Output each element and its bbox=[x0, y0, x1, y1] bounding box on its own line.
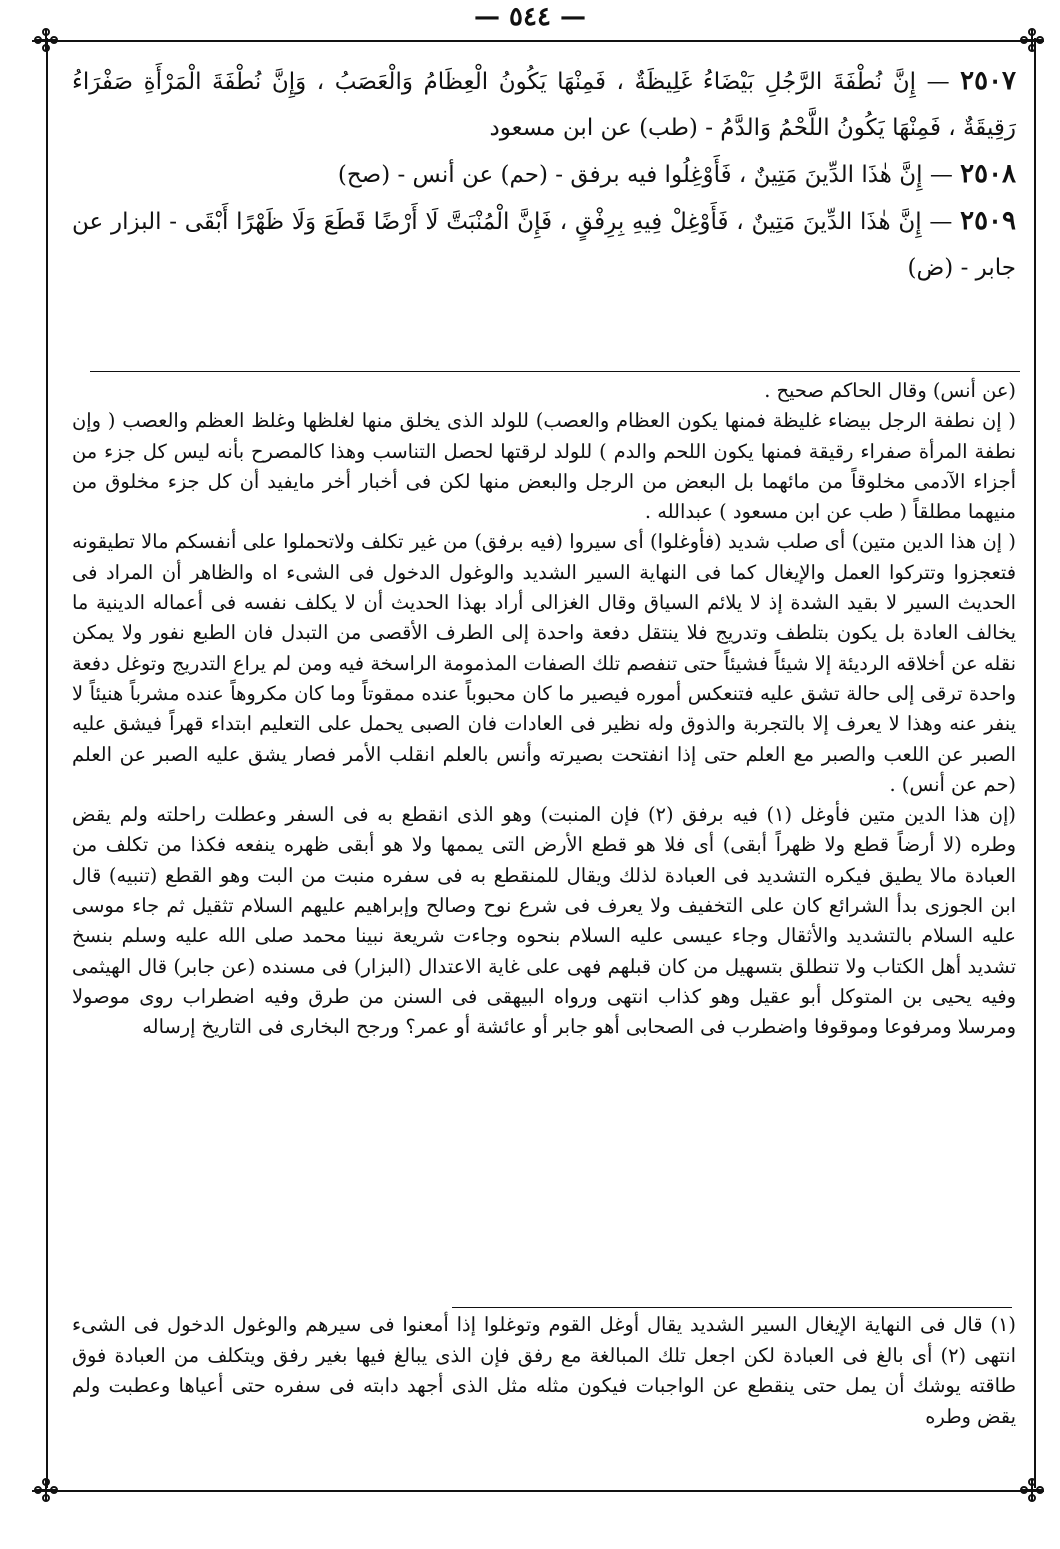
frame-bottom-rule bbox=[32, 1490, 1044, 1492]
section-divider bbox=[90, 371, 1020, 372]
commentary-section bbox=[72, 376, 1016, 1043]
footnote-divider bbox=[452, 1307, 1012, 1308]
hadith-entry bbox=[72, 198, 1016, 291]
corner-ornament-icon bbox=[33, 1477, 59, 1503]
hadith-number: ٢٥٠٧ bbox=[960, 66, 1017, 96]
corner-ornament-icon bbox=[1019, 1477, 1045, 1503]
page-number: — ٥٤٤ — bbox=[473, 2, 587, 32]
corner-ornament-icon bbox=[1019, 27, 1045, 53]
hadith-dash: — bbox=[921, 209, 961, 235]
hadith-entry bbox=[72, 151, 1016, 198]
hadith-dash: — bbox=[922, 162, 961, 188]
hadith-number: ٢٥٠٨ bbox=[960, 159, 1016, 189]
hadith-text: إِنَّ نُطْفَةَ الرَّجُلِ بَيْضَاءُ غَلِيظَةٌ ، فَمِنْهَا يَكُونُ الْعِظَامُ وَالْعَصَبُ ، وَإِنَّ نُطْفَةَ الْمَرْأَةِ صَفْرَاءُ رَقِيقَةٌ ، فَمِنْهَا يَكُونُ اللَّحْمُ وَالدَّمُ - (طب) عن ابن مسعود bbox=[72, 69, 1016, 141]
footnote-paragraph: (١) قال فى النهاية الإيغال السير الشديد يقال أوغل القوم وتوغلوا إذا أمعنوا فى سيرهم والوغول الدخول فى الشىء انتهى (٢) أى بالغ فى العبادة لكن اجعل تلك المبالغة مع رفق فإن الذى يبالغ فيها بغير رفق ويتكلف من العبادة فوق طاقته يوشك أن يمل حتى ينقطع عن الواجبات فيكون مثله مثل الذى أجهد دابته فى سفره حتى أعياها وعطبت ولم يقض وطره bbox=[72, 1313, 1017, 1428]
corner-ornament-icon bbox=[33, 27, 59, 53]
hadith-number: ٢٥٠٩ bbox=[960, 206, 1016, 236]
hadith-entry bbox=[72, 58, 1016, 151]
hadith-text: إِنَّ هٰذَا الدِّينَ مَتِينٌ ، فَأَوْغِلْ فِيهِ بِرِفْقٍ ، فَإِنَّ الْمُنْبَتَّ لَا أَرْضًا قَطَعَ وَلَا ظَهْرًا أَبْقَى - البزار عن جابر - (ض) bbox=[72, 209, 1016, 281]
frame-top-rule bbox=[32, 40, 1044, 42]
hadith-dash: — bbox=[916, 69, 961, 95]
hadith-text: إِنَّ هٰذَا الدِّينَ مَتِينٌ ، فَأَوْغِلُوا فيه برفق - (حم) عن أنس - (صح) bbox=[337, 162, 923, 188]
hadith-section bbox=[72, 58, 1016, 291]
commentary-paragraph: (عن أنس) وقال الحاكم صحيح . bbox=[764, 379, 1016, 402]
commentary-paragraph: ( إن نطفة الرجل بيضاء غليظة فمنها يكون العظام والعصب) للولد الذى يخلق منها لغلظها وغلظ العظم والعصب ( وإن نطفة المرأة صفراء رقيقة فمنها يكون اللحم والدم ) للولد لرقتها لحصل التناسب وهذا كالمصرح بأنه ليس كل جزء من أجزاء الآدمى مخلوقاً من مائهما بل البعض من الرجل والبعض منها لكن فى أخبار أخر مايفيد أن كل جزء مخلوق من منيهما مطلقاً ( طب عن ابن مسعود ) عبدالله . bbox=[72, 409, 1016, 524]
commentary-paragraph: ( إن هذا الدين متين) أى صلب شديد (فأوغلوا) أى سيروا (فيه برفق) من غير تكلف ولاتحملوا على أنفسكم مالا تطيقونه فتعجزوا وتتركوا العمل والإيغال كما فى النهاية السير الشديد والوغول الدخول فى الشىء اه والظاهر أن المراد فى الحديث السير لا بقيد الشدة إذ لا يلائم السياق وقال الغزالى أراد بهذا الحديث أن لا يكلف نفسه فى أعماله الدينية ما يخالف العادة بل يكون بتلطف وتدريج فلا ينتقل دفعة واحدة إلى الطرف الأقصى من التبدل فان الطبع نفور ولا يمكن نقله عن أخلاقه الرديئة إلا شيئاً فشيئاً حتى تنفصم تلك الصفات المذمومة الراسخة فيه ومن لم يراع التدريج وتوغل دفعة واحدة ترقى إلى حالة تشق عليه فتنعكس أموره فيصير ما كان محبوباً عنده ممقوتاً وما كان مكروهاً عنده مشرباً هنيئاً لا ينفر عنه وهذا لا يعرف إلا بالتجربة والذوق وله نظير فى العادات فان الصبى يحمل على التعليم ابتداء قهراً فيشق عليه الصبر عن اللعب والصبر مع العلم حتى إذا انفتحت بصيرته وأنس بالعلم انقلب الأمر فصار يشق عليه الصبر عن العلم (حم عن أنس) . bbox=[72, 530, 1016, 796]
commentary-paragraph: (إن هذا الدين متين فأوغل (١) فيه برفق (٢) فإن المنبت) وهو الذى انقطع به فى السفر وعطلت راحلته ولم يقض وطره (لا أرضاً قطع ولا ظهراً أبقى) أى فلا هو قطع الأرض التى يممها ولا هو أبقى ظهره ينفعه فكذا من تكلف من العبادة مالا يطيق فيكره التشديد فى العبادة لذلك ويقال للمنقطع به فى سفره منبت من البت وهو القطع (تنبيه) قال ابن الجوزى بدأ الشرائع كان على التخفيف ولا يعرف فى شرع نوح وصالح وإبراهيم عليهم السلام تثقيل ثم جاء موسى عليه السلام بالتشديد والأثقال وجاء عيسى عليه السلام بنحوه وجاءت شريعة نبينا محمد صلى الله عليه وسلم بنسخ تشديد أهل الكتاب ولا تنطلق بتسهيل من كان قبلهم فهى على غاية الاعتدال (البزار) فى مسنده (عن جابر) قال الهيثمى وفيه يحيى بن المتوكل أبو عقيل وهو كذاب انتهى ورواه البيهقى فى السنن من طرق وفيه اضطراب روى موصولا ومرسلا ومرفوعا وموقوفا واضطرب فى الصحابى أهو جابر أو عائشة أو عمر؟ ورجح البخارى فى التاريخ إرساله bbox=[72, 803, 1016, 1039]
footnotes-section bbox=[72, 1310, 1016, 1432]
